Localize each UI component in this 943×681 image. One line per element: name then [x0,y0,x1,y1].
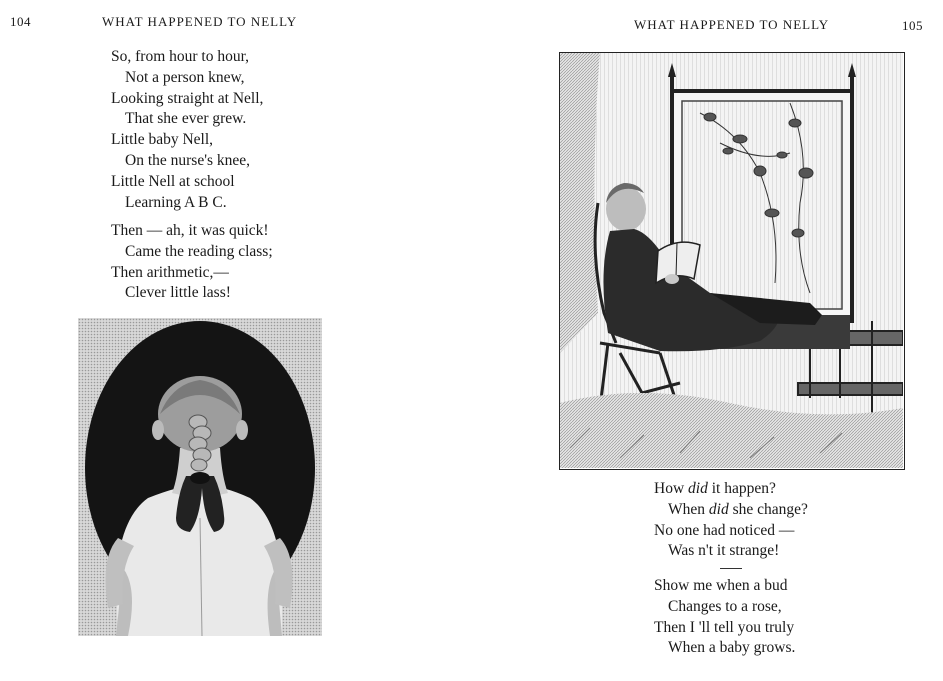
poem-line: When did she change? [668,500,808,518]
poem-line: Learning A B C. [125,193,227,211]
poem-stanza-2 [111,221,273,304]
poem-line: Then arithmetic,— [111,263,229,281]
poem-stanza-1 [111,47,263,213]
page-number-right: 105 [902,18,923,33]
poem-line: Was n't it strange! [668,542,780,560]
poem-line: No one had noticed — [654,521,795,539]
poem-line: Not a person knew, [125,68,245,86]
poem-line: Then I 'll tell you truly [654,618,795,636]
poem-line: How did it happen? [654,480,776,497]
running-head-left: WHAT HAPPENED TO NELLY [102,14,298,29]
poem-line: Changes to a rose, [668,597,782,615]
poem-line: Clever little lass! [125,284,231,302]
poem-line: Looking straight at Nell, [111,89,264,107]
poem-line: Then — ah, it was quick! [111,222,269,239]
poem-line: Show me when a bud [654,577,788,594]
poem-line: Came the reading class; [125,242,273,260]
girl-braid-back-oval-icon [78,318,322,636]
poem-stanza-3 [654,479,808,562]
girl-reading-chair-engraving-icon [559,52,905,470]
poem-stanza-4 [654,576,795,659]
poem-line: On the nurse's knee, [125,151,251,169]
poem-line: Little Nell at school [111,172,235,190]
left-page [0,0,470,681]
page-number-left: 104 [10,14,31,29]
stanza-divider [720,568,742,569]
poem-line: That she ever grew. [125,110,247,128]
running-head-right: WHAT HAPPENED TO NELLY [634,17,830,32]
right-page [470,0,943,681]
poem-line: Little baby Nell, [111,131,214,149]
poem-line: When a baby grows. [668,639,796,657]
poem-line: So, from hour to hour, [111,48,250,65]
